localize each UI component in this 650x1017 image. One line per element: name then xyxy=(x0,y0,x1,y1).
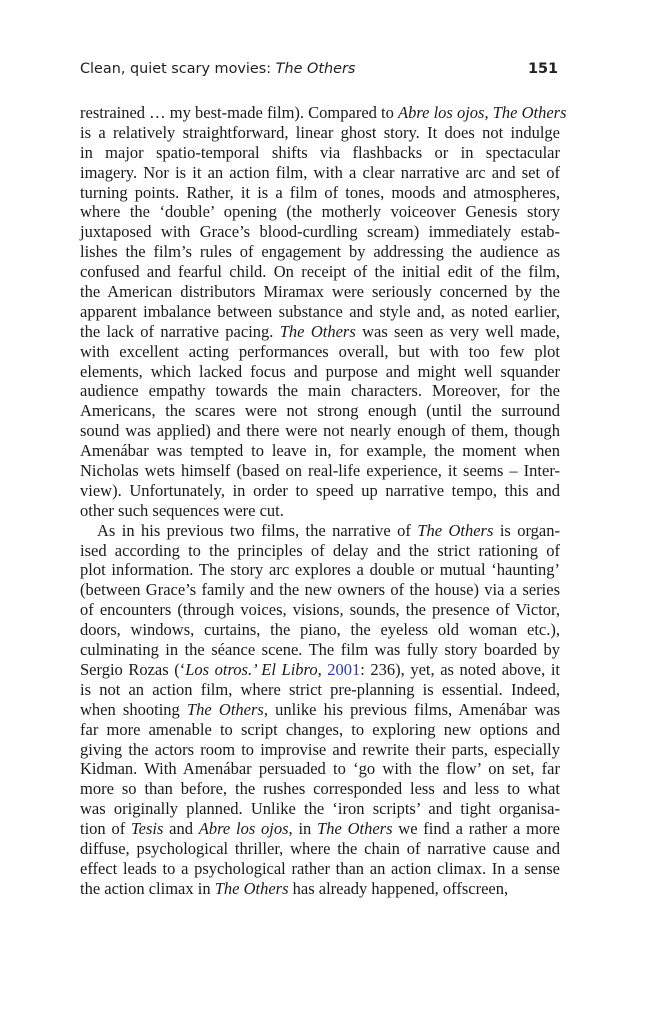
text-run: other such sequences were cut. xyxy=(80,500,284,520)
text-line xyxy=(80,680,560,700)
text-line xyxy=(80,123,560,143)
running-head-prefix: Clean, quiet scary movies: xyxy=(80,61,276,77)
text-run: view). Unfortunately, in order to speed up narrative tempo, this and xyxy=(80,480,560,500)
text-run: lishes the film’s rules of engagement by addressing the audience as xyxy=(80,242,560,262)
text-line xyxy=(80,660,560,680)
italic-title: Los otros.’ El Libro xyxy=(185,659,318,679)
text-run: of encounters (through voices, visions, sounds, the presence of Victor, xyxy=(80,600,560,620)
text-line xyxy=(80,262,560,282)
text-line xyxy=(80,183,560,203)
text-run: is a relatively straightforward, linear ghost story. It does not indulge xyxy=(80,122,560,142)
italic-title: The Others xyxy=(214,878,289,898)
text-run: imagery. Nor is it an action film, with a clear narrative arc and set of xyxy=(80,162,560,182)
text-run: , unlike his previous films, Amenábar was xyxy=(263,699,560,719)
running-header xyxy=(80,58,560,80)
text-line xyxy=(80,242,560,262)
text-line xyxy=(80,421,560,441)
text-line xyxy=(80,322,560,342)
text-line xyxy=(80,799,560,819)
text-line xyxy=(80,302,560,322)
italic-title: Tesis xyxy=(130,819,164,839)
text-line xyxy=(80,560,560,580)
text-run: the American distributors Miramax were seriously concerned by the xyxy=(80,282,560,302)
text-run: Amenábar was tempted to leave in, for example, the moment when xyxy=(80,441,560,461)
text-run: tion of xyxy=(80,819,131,839)
text-run: juxtaposed with Grace’s blood-curdling scream) immediately estab- xyxy=(80,222,560,242)
italic-title: The Others xyxy=(279,321,356,341)
text-run: when shooting xyxy=(80,699,187,719)
text-line xyxy=(80,501,560,521)
text-run: ised according to the principles of delay and the strict rationing of xyxy=(80,540,560,560)
text-run: Nicholas wets himself (based on real-life experience, it seems – Inter- xyxy=(80,461,560,481)
text-run: the lack of narrative pacing. xyxy=(80,321,280,341)
italic-title: The Others xyxy=(317,819,393,839)
italic-title: The Others xyxy=(186,699,264,719)
text-run: is organ- xyxy=(493,520,561,540)
text-line xyxy=(80,342,560,362)
text-line xyxy=(80,521,560,541)
text-run: elements, which lacked focus and purpose and might well squander xyxy=(80,361,560,381)
text-run: , xyxy=(317,659,328,679)
text-run: (between Grace’s family and the new owners of the house) via a series xyxy=(80,580,560,600)
text-line xyxy=(80,401,560,421)
text-line xyxy=(80,700,560,720)
text-run: in major spatio-temporal shifts via flashbacks or in spectacular xyxy=(80,142,560,162)
text-run: confused and fearful child. On receipt of the initial edit of the film, xyxy=(80,262,560,282)
text-line xyxy=(80,720,560,740)
text-run: Sergio Rozas (‘ xyxy=(80,659,186,679)
text-run: diffuse, psychological thriller, where the chain of narrative cause and xyxy=(80,838,560,858)
text-run: restrained … my best-made film). Compared to xyxy=(80,103,398,122)
italic-title: Abre los ojos xyxy=(398,103,485,122)
text-line xyxy=(80,103,567,123)
text-line xyxy=(80,620,560,640)
running-head-title: The Others xyxy=(275,61,356,77)
reference-link[interactable]: 2001 xyxy=(327,659,361,679)
text-run: and xyxy=(163,819,199,839)
text-line xyxy=(80,461,560,481)
text-line xyxy=(80,839,560,859)
text-line xyxy=(80,640,560,660)
text-run: where the ‘double’ opening (the motherly voiceover Genesis story xyxy=(80,202,560,222)
text-run: sound was applied) and there were not nearly enough of them, though xyxy=(80,421,560,441)
text-run: Americans, the scares were not strong enough (until the surround xyxy=(80,401,560,421)
text-run: : 236), yet, as noted above, it xyxy=(360,659,560,679)
text-run: As in his previous two films, the narrative of xyxy=(97,520,418,540)
italic-title: The Others xyxy=(417,520,494,540)
paragraph-2 xyxy=(80,521,560,899)
text-line xyxy=(80,541,560,561)
text-line xyxy=(80,481,560,501)
text-run: the action climax in xyxy=(80,878,215,898)
text-line xyxy=(80,580,560,600)
text-line xyxy=(80,779,560,799)
text-line xyxy=(80,859,560,879)
text-run: was originally planned. Unlike the ‘iron scripts’ and tight organisa- xyxy=(80,799,560,819)
text-line xyxy=(80,381,560,401)
text-line xyxy=(80,441,560,461)
text-run: audience empathy towards the main characters. Moreover, for the xyxy=(80,381,560,401)
text-run: more so than before, the rushes corresponded less and less to what xyxy=(80,779,560,799)
paragraph-1 xyxy=(80,103,567,521)
text-run: apparent imbalance between substance and style and, as noted earlier, xyxy=(80,301,560,321)
text-run: turning points. Rather, it is a film of tones, moods and atmospheres, xyxy=(80,182,560,202)
page-number: 151 xyxy=(527,61,558,77)
text-run: far more amenable to script changes, to exploring new options and xyxy=(80,719,560,739)
text-line xyxy=(80,222,560,242)
text-run: with excellent acting performances overall, but with too few plot xyxy=(80,341,560,361)
text-line xyxy=(80,879,560,899)
text-line xyxy=(80,600,560,620)
text-run: Kidman. With Amenábar persuaded to ‘go with the flow’ on set, far xyxy=(80,759,560,779)
text-line xyxy=(80,163,560,183)
running-head xyxy=(80,58,355,80)
text-line xyxy=(80,202,560,222)
text-run: doors, windows, curtains, the piano, the eyeless old woman etc.), xyxy=(80,620,560,640)
italic-title: Abre los ojos xyxy=(198,819,289,839)
text-line xyxy=(80,362,560,382)
body-text xyxy=(80,103,567,899)
text-run: , xyxy=(484,103,493,122)
text-line xyxy=(80,819,560,839)
text-line xyxy=(80,759,560,779)
text-run: has already happened, offscreen, xyxy=(288,878,509,898)
text-run: , in xyxy=(288,819,318,839)
text-run: culminating in the séance scene. The film was fully story boarded by xyxy=(80,640,560,660)
text-run: giving the actors room to improvise and rewrite their parts, especially xyxy=(80,739,560,759)
text-run: we find a rather a more xyxy=(392,819,560,839)
text-run: was seen as very well made, xyxy=(355,321,561,341)
text-line xyxy=(80,143,560,163)
text-run: plot information. The story arc explores a double or mutual ‘haunting’ xyxy=(80,560,560,580)
text-line xyxy=(80,740,560,760)
text-run: is not an action film, where strict pre-planning is essential. Indeed, xyxy=(80,679,560,699)
text-run: effect leads to a psychological rather than an action climax. In a sense xyxy=(80,858,560,878)
text-line xyxy=(80,282,560,302)
italic-title: The Others xyxy=(492,103,567,122)
